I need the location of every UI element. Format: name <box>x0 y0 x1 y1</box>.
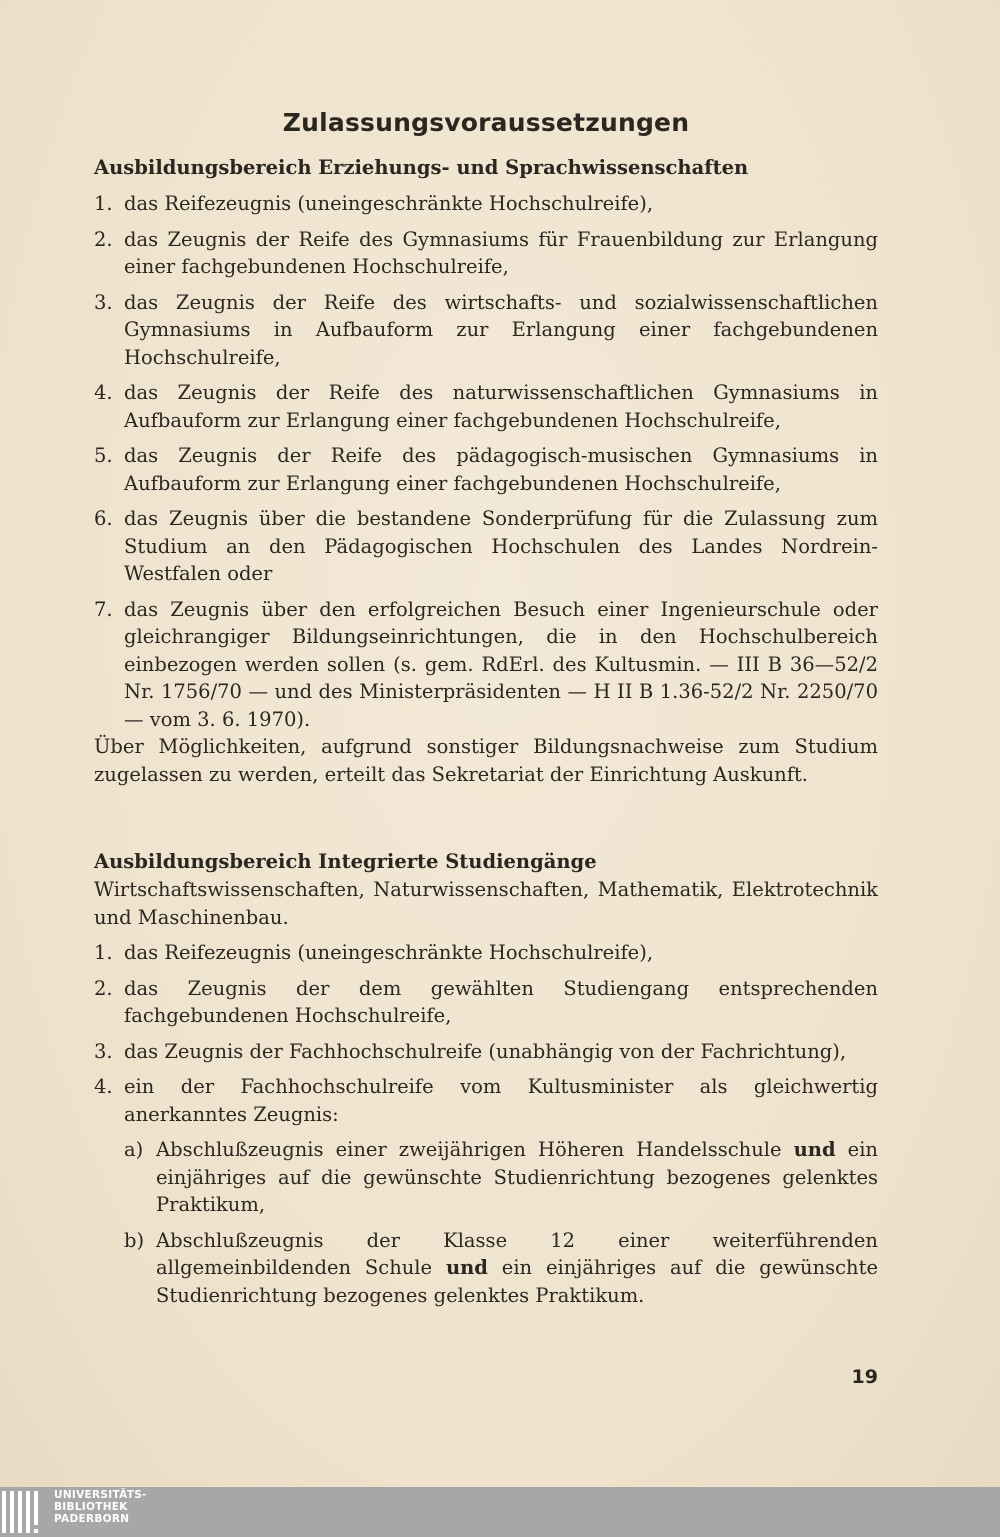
item-text: das Zeugnis der Reife des Gymnasiums für Frauenbildung zur Erlangung einer fachgebundenen Hochschulreife, <box>124 227 878 278</box>
section1-heading: Ausbildungsbereich Erziehungs- und Sprachwissenschaften <box>94 156 749 179</box>
item-number: 5. <box>94 444 113 467</box>
subitem-text: Abschlußzeugnis der Klasse 12 einer weiterführenden allgemeinbildenden Schule <box>156 1228 878 1279</box>
item-number: 1. <box>94 192 113 215</box>
list-item <box>94 226 878 281</box>
item-number: 2. <box>94 976 113 1000</box>
subitem-text: ein einjähriges auf die gewünschte Studienrichtung bezogenes gelenktes Praktikum, <box>156 1138 878 1216</box>
item-text: das Zeugnis der Reife des wirtschafts- und sozialwissenschaftlichen Gymnasiums in Aufbauform zur Erlangung einer fachgebundenen Hochschulreife, <box>124 290 878 369</box>
list-item <box>94 596 878 734</box>
item-number: 6. <box>94 507 113 530</box>
list-item <box>94 505 878 588</box>
page-title: Zulassungsvoraussetzungen <box>282 108 690 137</box>
item-number: 4. <box>94 381 113 404</box>
list-item <box>94 939 878 967</box>
list-item <box>94 975 878 1030</box>
list-item <box>94 1073 878 1309</box>
item-text: das Zeugnis der Fachhochschulreife (unabhängig von der Fachrichtung), <box>124 1039 847 1063</box>
subitem-label: b) <box>124 1228 145 1252</box>
page-number: 19 <box>851 1366 878 1388</box>
library-logo-icon <box>0 1491 48 1533</box>
item-text: das Zeugnis über die bestandene Sonderprüfung für die Zulassung zum Studium an den Pädagogischen Hochschulen des Landes Nordrein-Westfalen oder <box>124 507 878 585</box>
sublist <box>124 1136 878 1309</box>
item-number: 3. <box>94 1039 113 1063</box>
subitem-text: Abschlußzeugnis einer zweijährigen Höheren Handelsschule <box>156 1138 782 1161</box>
item-text: das Zeugnis der dem gewählten Studiengang entsprechenden fachgebundenen Hochschulreife, <box>124 976 878 1027</box>
item-number: 1. <box>94 941 113 964</box>
page-content <box>94 104 878 1309</box>
item-text: ein der Fachhochschulreife vom Kultusminister als gleichwertig anerkanntes Zeugnis: <box>124 1075 878 1126</box>
section2-list <box>94 939 878 1309</box>
logo-line: UNIVERSITÄTS- <box>54 1489 147 1501</box>
subitem-label: a) <box>124 1138 144 1161</box>
item-number: 2. <box>94 227 113 251</box>
sublist-item <box>124 1227 878 1310</box>
logo-line: PADERBORN <box>54 1513 130 1525</box>
subitem-bold: und <box>793 1138 836 1161</box>
library-logo-text <box>54 1489 147 1525</box>
library-footer <box>0 1487 1000 1537</box>
item-text: das Reifezeugnis (uneingeschränkte Hochschulreife), <box>124 192 654 215</box>
list-item <box>94 1038 878 1066</box>
item-text: das Reifezeugnis (uneingeschränkte Hochschulreife), <box>124 941 654 964</box>
list-item <box>94 190 878 218</box>
section1-note: Über Möglichkeiten, aufgrund sonstiger Bildungsnachweise zum Studium zugelassen zu werden, erteilt das Sekretariat der Einrichtung Auskunft. <box>94 735 878 786</box>
item-text: das Zeugnis der Reife des naturwissenschaftlichen Gymnasiums in Aufbauform zur Erlangung einer fachgebundenen Hochschulreife, <box>124 381 878 432</box>
item-number: 4. <box>94 1075 113 1098</box>
section1-list <box>94 190 878 733</box>
item-number: 3. <box>94 290 113 314</box>
section2-intro: Wirtschaftswissenschaften, Naturwissenschaften, Mathematik, Elektrotechnik und Maschinenbau. <box>94 878 878 929</box>
subitem-text: ein einjähriges auf die gewünschte Studienrichtung bezogenes gelenktes Praktikum. <box>156 1256 878 1307</box>
sublist-item <box>124 1136 878 1219</box>
list-item <box>94 289 878 372</box>
item-number: 7. <box>94 597 113 621</box>
subitem-bold: und <box>445 1256 488 1279</box>
logo-line: BIBLIOTHEK <box>54 1501 128 1513</box>
list-item <box>94 442 878 497</box>
item-text: das Zeugnis der Reife des pädagogisch-musischen Gymnasiums in Aufbauform zur Erlangung einer fachgebundenen Hochschulreife, <box>124 444 878 495</box>
section2-heading: Ausbildungsbereich Integrierte Studiengänge <box>94 850 597 873</box>
list-item <box>94 379 878 434</box>
item-text: das Zeugnis über den erfolgreichen Besuch einer Ingenieurschule oder gleichrangiger Bildungseinrichtungen, die in den Hochschulbereich einbezogen werden sollen (s. gem. RdErl. des Kultusmin. — III B 36—52/2 Nr. 1756/70 — und des Ministerpräsidenten — H II B 1.36-52/2 Nr. 2250/70 — vom 3. 6. 1970). <box>124 597 878 731</box>
